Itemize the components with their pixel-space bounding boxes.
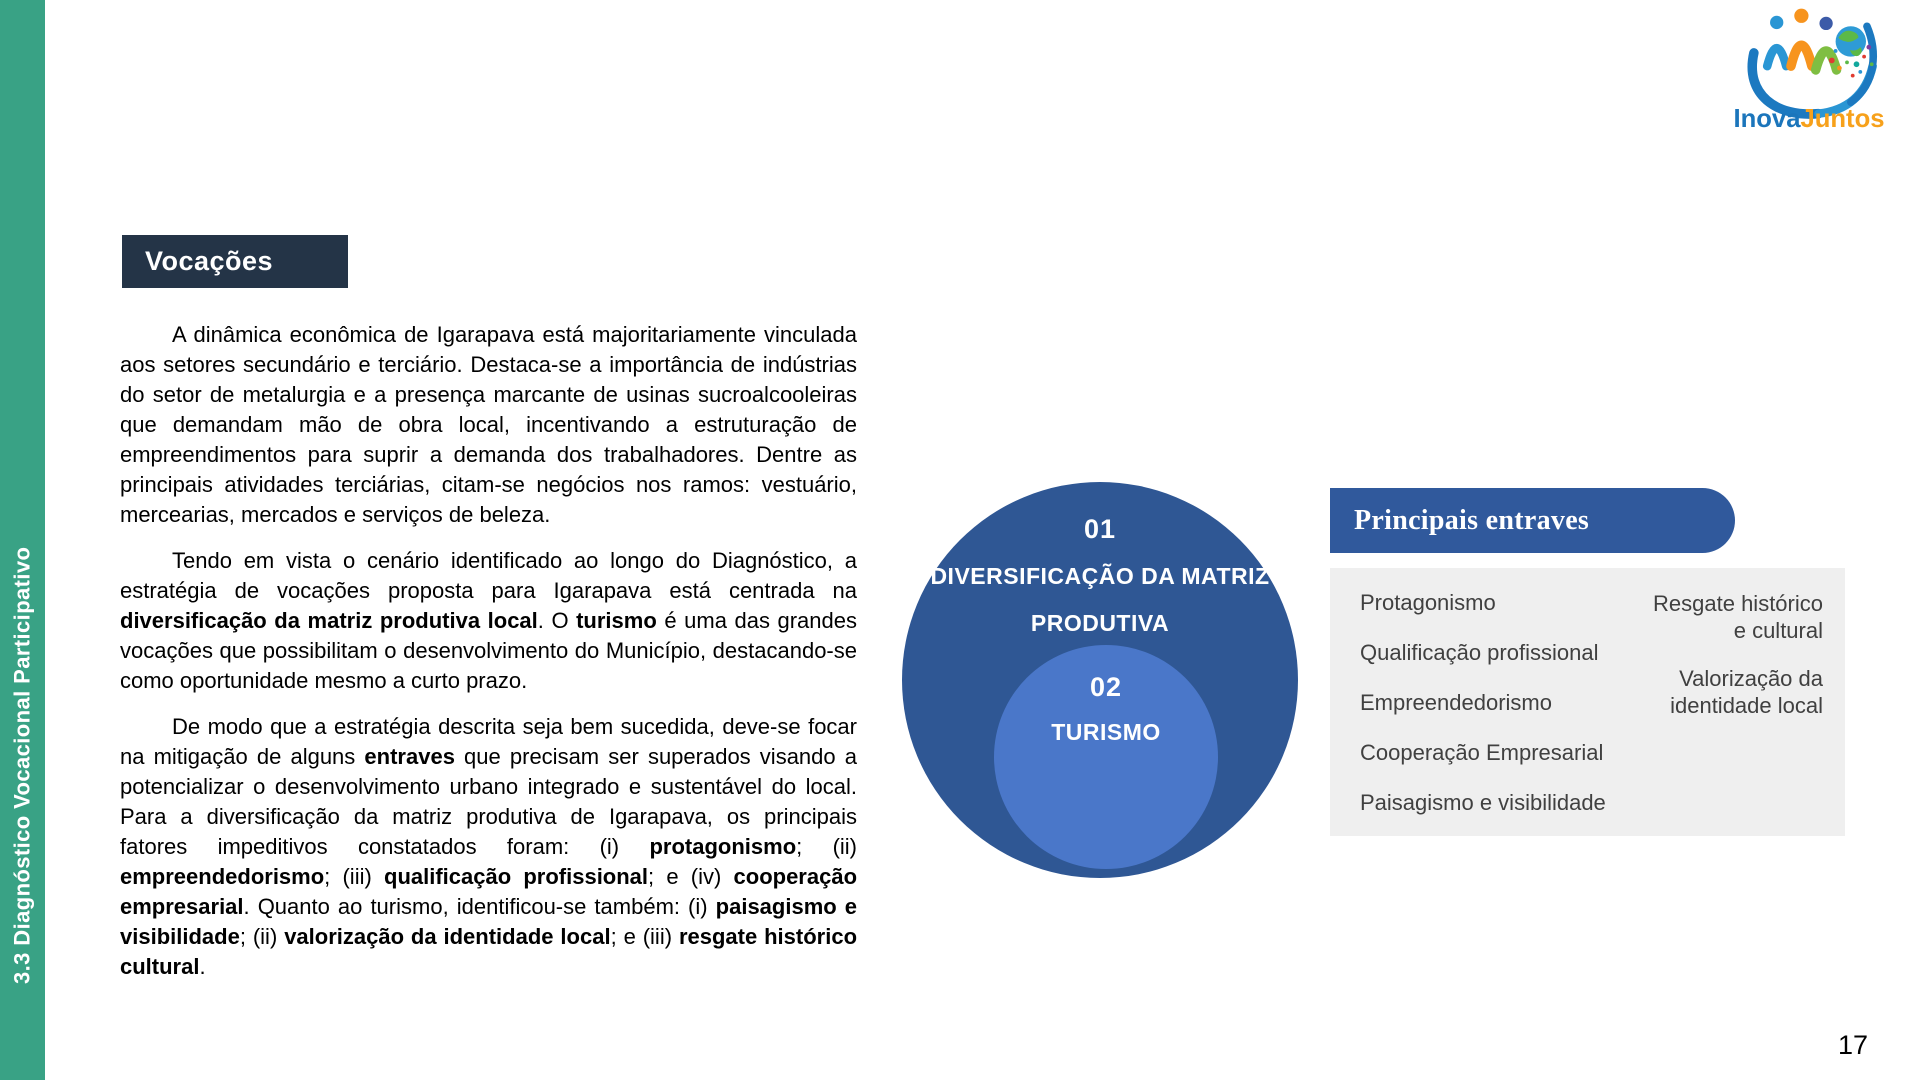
paragraph: Tendo em vista o cenário identificado ao longo do Diagnóstico, a estratégia de vocações proposta para Igarapava está centrada na diversificação da matriz produtiva local. O turismo é uma das grandes vocações que possibilitam o desenvolvimento do Município, destacando-se como oportunidade mesmo a curto prazo. <box>120 548 857 693</box>
section-sidebar-label: 3.3 Diagnóstico Vocacional Participativo <box>9 546 35 984</box>
diagram-inner-number: 02 <box>1089 672 1123 702</box>
diagram-inner-text <box>994 672 1218 748</box>
diagram-outer-text <box>902 514 1298 639</box>
entrave-item: Resgate histórico e cultural <box>1653 591 1823 643</box>
entrave-item: Paisagismo e visibilidade <box>1360 790 1606 815</box>
logo-wordmark: InovaJuntos <box>1733 104 1885 133</box>
diagram-outer-label-line1: DIVERSIFICAÇÃO DA MATRIZ <box>930 563 1270 589</box>
diagram-outer-number: 01 <box>1083 514 1117 544</box>
page-number: 17 <box>1838 1030 1869 1060</box>
diagram-inner-label: TURISMO <box>1051 719 1161 745</box>
entrave-item: Qualificação profissional <box>1360 640 1599 665</box>
inovajuntos-logo-graphic <box>1733 2 1885 136</box>
entrave-item: Empreendedorismo <box>1360 690 1552 715</box>
section-title: Vocações <box>145 246 274 276</box>
entraves-header <box>1330 488 1735 553</box>
paragraph: De modo que a estratégia descrita seja bem sucedida, deve-se focar na mitigação de alguns entraves que precisam ser superados visando a potencializar o desenvolvimento urbano integrado e sustentável do local. Para a diversificação da matriz produtiva de Igarapava, os principais fatores impeditivos constatados foram: (i) protagonismo; (ii) empreendedorismo; (iii) qualificação profissional; e (iv) cooperação empresarial. Quanto ao turismo, identificou-se também: (i) paisagismo e visibilidade; (ii) valorização da identidade local; e (iii) resgate histórico cultural. <box>120 714 858 979</box>
diagram-outer-label-line2: PRODUTIVA <box>1030 610 1170 636</box>
paragraph: A dinâmica econômica de Igarapava está majoritariamente vinculada aos setores secundário e terciário. Destaca-se a importância de indústrias do setor de metalurgia e a presença marcante de usinas sucroalcooleiras que demandam mão de obra local, incentivando a estruturação de empreendimentos para suprir a demanda dos trabalhadores. Dentre as principais atividades terciárias, citam-se negócios nos ramos: vestuário, mercearias, mercados e serviços de beleza. <box>120 322 857 527</box>
entraves-left-column <box>1360 590 1611 836</box>
entrave-item: Protagonismo <box>1360 590 1496 615</box>
entraves-right-column <box>1611 590 1823 836</box>
inovajuntos-logo <box>1733 2 1885 134</box>
entraves-title: Principais entraves <box>1354 504 1590 536</box>
body-text <box>120 320 857 998</box>
section-title-box <box>122 235 348 288</box>
entrave-item: Valorização da identidade local <box>1670 666 1823 718</box>
entraves-panel <box>1330 568 1845 836</box>
entrave-item: Cooperação Empresarial <box>1360 740 1604 765</box>
